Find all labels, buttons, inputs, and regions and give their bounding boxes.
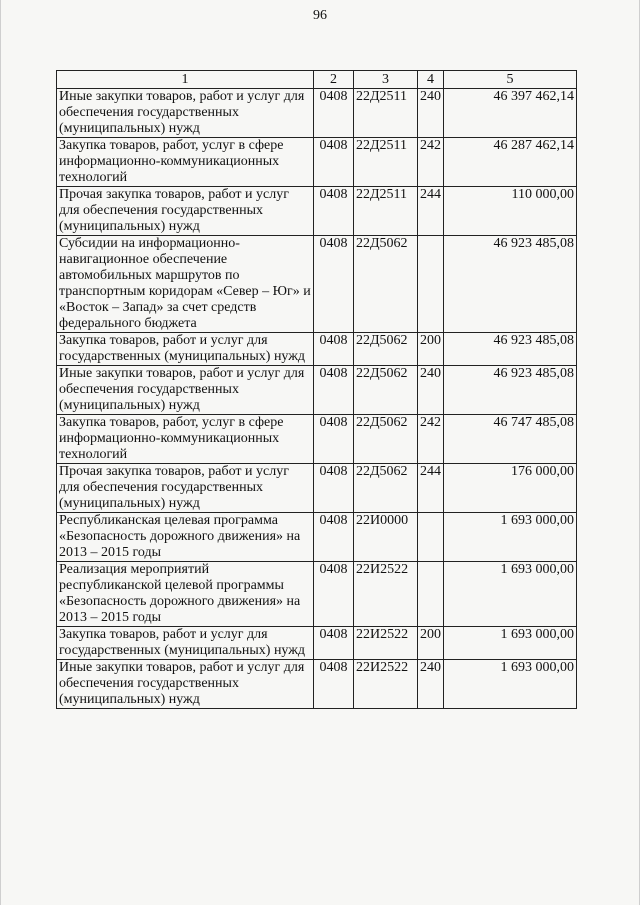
row-expense-code [418,236,444,333]
table-row [57,464,577,513]
page-number: 96 [313,8,327,23]
header-col-3: 3 [354,71,418,89]
row-section-code: 0408 [314,236,354,333]
row-expense-code [418,513,444,562]
table-row [57,236,577,333]
row-target-code: 22Д5062 [354,464,418,513]
row-section-code: 0408 [314,660,354,709]
row-name: Иные закупки товаров, работ и услуг для обеспечения государственных (муниципальных) нужд [57,660,314,709]
table-row [57,660,577,709]
table-row [57,138,577,187]
row-name: Закупка товаров, работ и услуг для государственных (муниципальных) нужд [57,627,314,660]
row-amount: 1 693 000,00 [444,627,577,660]
row-name: Закупка товаров, работ и услуг для государственных (муниципальных) нужд [57,333,314,366]
row-expense-code: 240 [418,660,444,709]
row-amount: 46 287 462,14 [444,138,577,187]
row-expense-code: 244 [418,187,444,236]
table-row [57,562,577,627]
row-name: Прочая закупка товаров, работ и услуг для обеспечения государственных (муниципальных) нужд [57,187,314,236]
row-amount: 1 693 000,00 [444,660,577,709]
budget-table [56,70,577,709]
row-amount: 176 000,00 [444,464,577,513]
row-name: Иные закупки товаров, работ и услуг для обеспечения государственных (муниципальных) нужд [57,89,314,138]
row-section-code: 0408 [314,627,354,660]
row-name: Субсидии на информационно-навигационное обеспечение автомобильных маршрутов по транспортным коридорам «Север – Юг» и «Восток – Запад» за счет средств федерального бюджета [57,236,314,333]
row-expense-code [418,562,444,627]
row-target-code: 22Д2511 [354,89,418,138]
row-section-code: 0408 [314,366,354,415]
header-col-1: 1 [57,71,314,89]
table-row [57,627,577,660]
row-amount: 46 923 485,08 [444,366,577,415]
table-row [57,333,577,366]
header-row [57,71,577,89]
row-amount: 46 923 485,08 [444,236,577,333]
row-expense-code: 240 [418,89,444,138]
row-expense-code: 242 [418,138,444,187]
table-row [57,415,577,464]
table-body [57,89,577,709]
header-col-5: 5 [444,71,577,89]
row-section-code: 0408 [314,138,354,187]
page-edge-left [0,0,1,905]
row-section-code: 0408 [314,562,354,627]
row-amount: 46 923 485,08 [444,333,577,366]
row-name: Прочая закупка товаров, работ и услуг для обеспечения государственных (муниципальных) нужд [57,464,314,513]
row-target-code: 22И2522 [354,660,418,709]
row-target-code: 22Д5062 [354,236,418,333]
row-target-code: 22Д5062 [354,415,418,464]
row-name: Закупка товаров, работ, услуг в сфере информационно-коммуникационных технологий [57,415,314,464]
header-col-4: 4 [418,71,444,89]
row-name: Реализация мероприятий республиканской целевой программы «Безопасность дорожного движения» на 2013 – 2015 годы [57,562,314,627]
row-amount: 1 693 000,00 [444,513,577,562]
row-amount: 46 397 462,14 [444,89,577,138]
table-row [57,366,577,415]
table-row [57,513,577,562]
row-expense-code: 244 [418,464,444,513]
row-name: Иные закупки товаров, работ и услуг для обеспечения государственных (муниципальных) нужд [57,366,314,415]
row-expense-code: 200 [418,333,444,366]
row-target-code: 22Д5062 [354,333,418,366]
row-target-code: 22И0000 [354,513,418,562]
row-target-code: 22И2522 [354,562,418,627]
row-amount: 46 747 485,08 [444,415,577,464]
header-col-2: 2 [314,71,354,89]
row-expense-code: 242 [418,415,444,464]
row-expense-code: 240 [418,366,444,415]
row-section-code: 0408 [314,89,354,138]
row-section-code: 0408 [314,333,354,366]
row-target-code: 22Д5062 [354,366,418,415]
row-section-code: 0408 [314,415,354,464]
row-expense-code: 200 [418,627,444,660]
table-row [57,89,577,138]
row-target-code: 22И2522 [354,627,418,660]
table-row [57,187,577,236]
row-section-code: 0408 [314,464,354,513]
row-target-code: 22Д2511 [354,187,418,236]
row-amount: 1 693 000,00 [444,562,577,627]
row-section-code: 0408 [314,187,354,236]
row-name: Республиканская целевая программа «Безопасность дорожного движения» на 2013 – 2015 годы [57,513,314,562]
row-section-code: 0408 [314,513,354,562]
row-amount: 110 000,00 [444,187,577,236]
row-target-code: 22Д2511 [354,138,418,187]
row-name: Закупка товаров, работ, услуг в сфере информационно-коммуникационных технологий [57,138,314,187]
